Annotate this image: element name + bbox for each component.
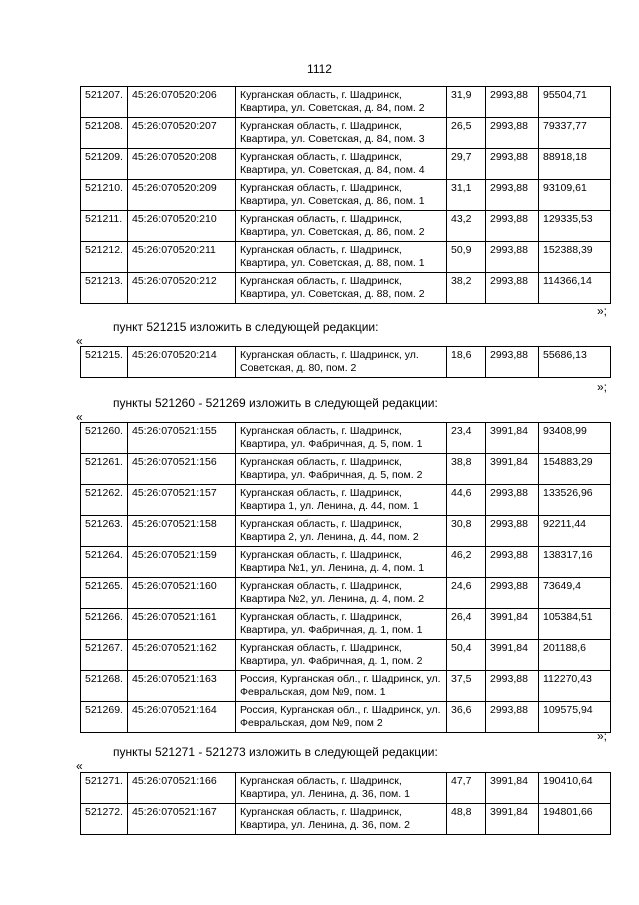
table-row [81,180,611,211]
address-cell: Курганская область, г. Шадринск, Квартира №1, ул. Ленина, д. 4, пом. 1 [236,547,447,578]
address-cell: Курганская область, г. Шадринск, Квартира, ул. Советская, д. 88, пом. 2 [236,273,447,304]
row-number-cell: 521271. [81,773,128,804]
cadastral-number-cell: 45:26:070521:159 [128,547,236,578]
address-cell: Курганская область, г. Шадринск, Квартира, ул. Ленина, д. 36, пом. 2 [236,804,447,835]
area-cell: 47,7 [447,773,486,804]
area-cell: 31,1 [447,180,486,211]
cadastral-number-cell: 45:26:070520:211 [128,242,236,273]
closing-quote-3: »; [597,729,608,743]
value-cell: 194801,66 [539,804,611,835]
row-number-cell: 521263. [81,516,128,547]
area-cell: 29,7 [447,149,486,180]
table-row [81,516,611,547]
area-cell: 31,9 [447,87,486,118]
area-cell: 26,4 [447,609,486,640]
cadastral-number-cell: 45:26:070520:208 [128,149,236,180]
cadastral-number-cell: 45:26:070521:166 [128,773,236,804]
row-number-cell: 521212. [81,242,128,273]
cadastral-number-cell: 45:26:070521:156 [128,454,236,485]
cadastral-number-cell: 45:26:070520:210 [128,211,236,242]
table-row [81,149,611,180]
table-row [81,773,611,804]
cadastral-number-cell: 45:26:070521:162 [128,640,236,671]
address-cell: Курганская область, г. Шадринск, Квартира, ул. Фабричная, д. 5, пом. 2 [236,454,447,485]
address-cell: Курганская область, г. Шадринск, Квартира, ул. Советская, д. 86, пом. 2 [236,211,447,242]
rate-cell: 2993,88 [486,485,539,516]
address-cell: Курганская область, г. Шадринск, Квартира №2, ул. Ленина, д. 4, пом. 2 [236,578,447,609]
opening-quote-3: « [76,759,83,773]
address-cell: Курганская область, г. Шадринск, Квартира, ул. Советская, д. 86, пом. 1 [236,180,447,211]
closing-quote-2: »; [597,380,608,394]
value-cell: 114366,14 [539,273,611,304]
table-row [81,609,611,640]
address-cell: Курганская область, г. Шадринск, Квартира, ул. Фабричная, д. 1, пом. 1 [236,609,447,640]
area-cell: 46,2 [447,547,486,578]
rate-cell: 3991,84 [486,640,539,671]
table-row [81,211,611,242]
cadastral-number-cell: 45:26:070521:167 [128,804,236,835]
table-block-4 [80,772,611,835]
row-number-cell: 521269. [81,702,128,733]
row-number-cell: 521266. [81,609,128,640]
rate-cell: 2993,88 [486,347,539,378]
cadastral-number-cell: 45:26:070521:163 [128,671,236,702]
cadastral-number-cell: 45:26:070521:157 [128,485,236,516]
value-cell: 92211,44 [539,516,611,547]
cadastral-number-cell: 45:26:070521:158 [128,516,236,547]
address-cell: Курганская область, г. Шадринск, Квартира, ул. Советская, д. 84, пом. 2 [236,87,447,118]
value-cell: 138317,16 [539,547,611,578]
area-cell: 18,6 [447,347,486,378]
paragraph-3: пункты 521271 - 521273 изложить в следующей редакции: [113,745,438,759]
row-number-cell: 521207. [81,87,128,118]
area-cell: 43,2 [447,211,486,242]
value-cell: 93109,61 [539,180,611,211]
value-cell: 201188,6 [539,640,611,671]
table-row [81,87,611,118]
table-row [81,347,611,378]
closing-quote-1: »; [597,304,608,318]
value-cell: 55686,13 [539,347,611,378]
address-cell: Курганская область, г. Шадринск, Квартира, ул. Ленина, д. 36, пом. 1 [236,773,447,804]
row-number-cell: 521215. [81,347,128,378]
area-cell: 38,8 [447,454,486,485]
area-cell: 36,6 [447,702,486,733]
address-cell: Курганская область, г. Шадринск, Квартира, ул. Советская, д. 84, пом. 4 [236,149,447,180]
value-cell: 112270,43 [539,671,611,702]
rate-cell: 2993,88 [486,671,539,702]
table-block-2 [80,346,611,378]
area-cell: 50,9 [447,242,486,273]
address-cell: Курганская область, г. Шадринск, Квартира, ул. Советская, д. 88, пом. 1 [236,242,447,273]
cadastral-number-cell: 45:26:070520:206 [128,87,236,118]
table-row [81,671,611,702]
area-cell: 30,8 [447,516,486,547]
table-row [81,242,611,273]
page-number: 1112 [307,62,332,76]
table-row [81,118,611,149]
rate-cell: 3991,84 [486,804,539,835]
row-number-cell: 521261. [81,454,128,485]
row-number-cell: 521260. [81,423,128,454]
row-number-cell: 521213. [81,273,128,304]
table-block-1 [80,86,611,304]
row-number-cell: 521209. [81,149,128,180]
rate-cell: 2993,88 [486,273,539,304]
row-number-cell: 521210. [81,180,128,211]
cadastral-number-cell: 45:26:070521:160 [128,578,236,609]
value-cell: 95504,71 [539,87,611,118]
row-number-cell: 521211. [81,211,128,242]
rate-cell: 2993,88 [486,149,539,180]
row-number-cell: 521272. [81,804,128,835]
cadastral-number-cell: 45:26:070520:212 [128,273,236,304]
rate-cell: 3991,84 [486,773,539,804]
area-cell: 23,4 [447,423,486,454]
table-row [81,273,611,304]
area-cell: 48,8 [447,804,486,835]
address-cell: Курганская область, г. Шадринск, Квартира 1, ул. Ленина, д. 44, пом. 1 [236,485,447,516]
value-cell: 109575,94 [539,702,611,733]
value-cell: 190410,64 [539,773,611,804]
row-number-cell: 521267. [81,640,128,671]
table-block-3 [80,422,611,733]
area-cell: 50,4 [447,640,486,671]
row-number-cell: 521265. [81,578,128,609]
address-cell: Курганская область, г. Шадринск, Квартира, ул. Советская, д. 84, пом. 3 [236,118,447,149]
paragraph-2: пункты 521260 - 521269 изложить в следующей редакции: [113,396,438,410]
rate-cell: 2993,88 [486,87,539,118]
area-cell: 44,6 [447,485,486,516]
value-cell: 154883,29 [539,454,611,485]
table-row [81,547,611,578]
row-number-cell: 521264. [81,547,128,578]
address-cell: Курганская область, г. Шадринск, Квартира 2, ул. Ленина, д. 44, пом. 2 [236,516,447,547]
address-cell: Курганская область, г. Шадринск, Квартира, ул. Фабричная, д. 1, пом. 2 [236,640,447,671]
rate-cell: 2993,88 [486,118,539,149]
rate-cell: 2993,88 [486,578,539,609]
cadastral-number-cell: 45:26:070520:209 [128,180,236,211]
value-cell: 152388,39 [539,242,611,273]
rate-cell: 2993,88 [486,180,539,211]
rate-cell: 2993,88 [486,516,539,547]
cadastral-number-cell: 45:26:070521:155 [128,423,236,454]
area-cell: 37,5 [447,671,486,702]
value-cell: 88918,18 [539,149,611,180]
value-cell: 129335,53 [539,211,611,242]
address-cell: Курганская область, г. Шадринск, Квартира, ул. Фабричная, д. 5, пом. 1 [236,423,447,454]
value-cell: 73649,4 [539,578,611,609]
address-cell: Россия, Курганская обл., г. Шадринск, ул. Февральская, дом №9, пом 2 [236,702,447,733]
rate-cell: 3991,84 [486,609,539,640]
value-cell: 105384,51 [539,609,611,640]
cadastral-number-cell: 45:26:070521:164 [128,702,236,733]
value-cell: 133526,96 [539,485,611,516]
opening-quote-1: « [76,334,83,348]
table-row [81,702,611,733]
rate-cell: 2993,88 [486,242,539,273]
rate-cell: 3991,84 [486,454,539,485]
table-row [81,804,611,835]
rate-cell: 2993,88 [486,211,539,242]
address-cell: Курганская область, г. Шадринск, ул. Советская, д. 80, пом. 2 [236,347,447,378]
area-cell: 26,5 [447,118,486,149]
cadastral-number-cell: 45:26:070520:214 [128,347,236,378]
area-cell: 24,6 [447,578,486,609]
rate-cell: 2993,88 [486,702,539,733]
rate-cell: 3991,84 [486,423,539,454]
table-row [81,423,611,454]
table-row [81,454,611,485]
opening-quote-2: « [76,410,83,424]
row-number-cell: 521262. [81,485,128,516]
cadastral-number-cell: 45:26:070521:161 [128,609,236,640]
row-number-cell: 521208. [81,118,128,149]
value-cell: 79337,77 [539,118,611,149]
table-row [81,485,611,516]
table-row [81,640,611,671]
table-row [81,578,611,609]
value-cell: 93408,99 [539,423,611,454]
paragraph-1: пункт 521215 изложить в следующей редакции: [113,320,379,334]
area-cell: 38,2 [447,273,486,304]
rate-cell: 2993,88 [486,547,539,578]
address-cell: Россия, Курганская обл., г. Шадринск, ул. Февральская, дом №9, пом. 1 [236,671,447,702]
cadastral-number-cell: 45:26:070520:207 [128,118,236,149]
row-number-cell: 521268. [81,671,128,702]
